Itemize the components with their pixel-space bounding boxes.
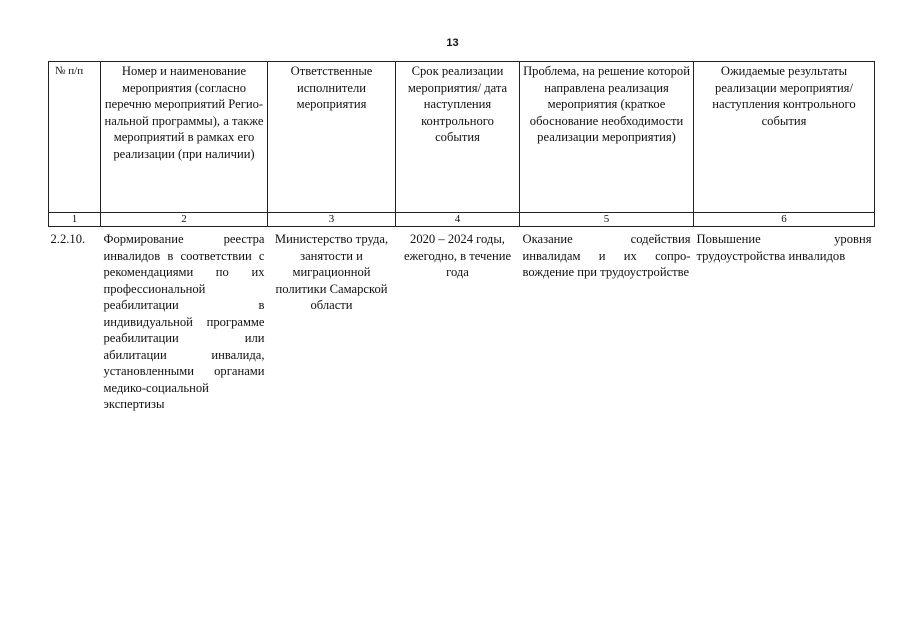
row-number: 2.2.10. [50,232,86,246]
column-index: 5 [520,213,694,227]
row-name: Формирование реестра инвалидов в соответствии с рекомендациями по их профессиональной реабилитации в индивидуальной программе реабилитации или абилитации инвалида, установленными органами медико-социальной экспертизы [103,232,265,411]
row-period: 2020 – 2024 годы, ежегодно, в течение года [403,232,512,279]
table-row [49,227,875,414]
column-index: 6 [694,213,875,227]
row-problem: Оказание содействия инвалидам и их сопровождение при трудоустройстве [522,232,691,279]
header-period: Срок реализации мероприятия/ дата наступления контрольного события [396,62,520,213]
header-name: Номер и наименование мероприятия (согласно перечню мероприятий Региональной программы), а также мероприятий в рамках его реализации (при наличии) [101,62,268,213]
column-index: 2 [101,213,268,227]
column-index-row [49,213,875,227]
header-responsible: Ответственные исполнители мероприятия [268,62,396,213]
header-problem: Проблема, на решение которой направлена реализация мероприятия (краткое обоснование необходимости реализации мероприятия) [520,62,694,213]
measures-table [48,61,875,414]
row-result: Повышение уровня трудоустройства инвалидов [696,232,872,263]
column-index: 1 [49,213,101,227]
header-result: Ожидаемые результаты реализации мероприятия/ наступления контрольного события [694,62,875,213]
page-number: 13 [446,37,459,49]
column-index: 4 [396,213,520,227]
table-header-row [49,62,875,213]
header-num: № п/п [49,62,101,213]
row-responsible: Министерство труда, занятости и миграционной политики Самарской области [274,232,389,312]
column-index: 3 [268,213,396,227]
